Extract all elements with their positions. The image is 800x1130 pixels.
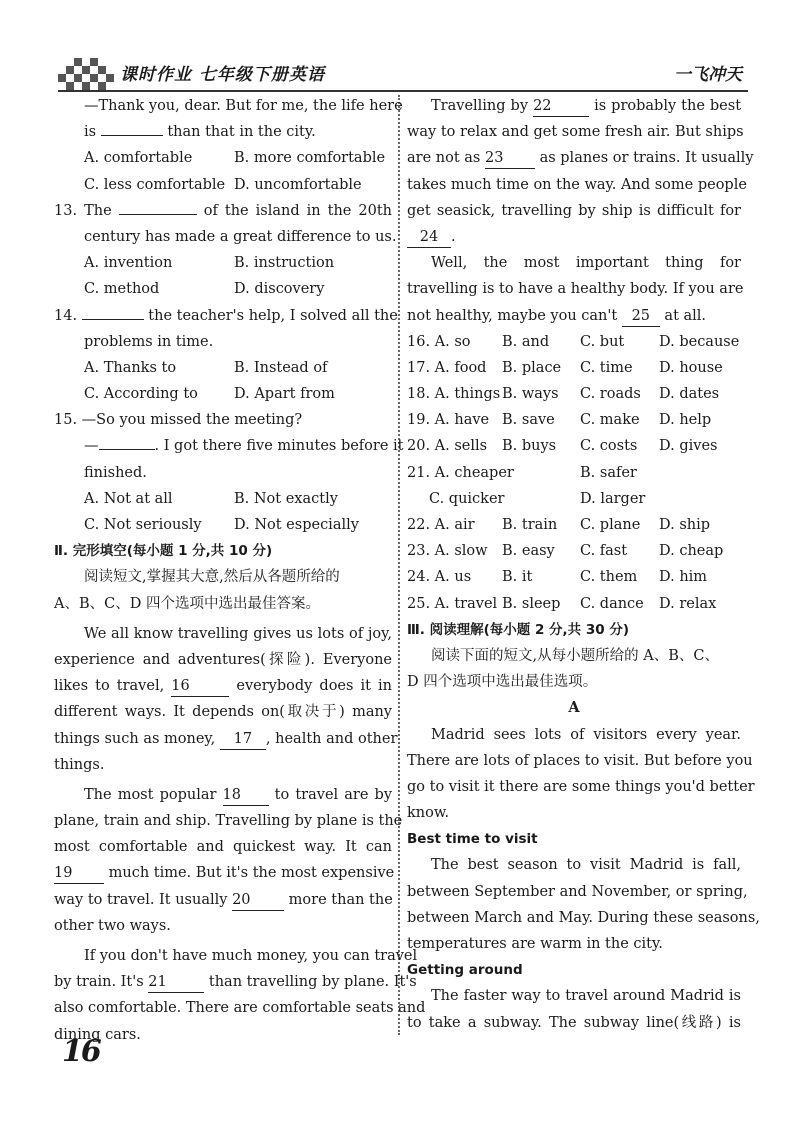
header-rule [58, 90, 748, 92]
option: C. According to [84, 386, 198, 403]
passage-line: The most popular 18 to travel are by [54, 782, 392, 808]
passage-line: dining cars. [54, 1026, 141, 1043]
option: D. Apart from [234, 386, 335, 403]
header-brand: 一飞冲天 [674, 65, 742, 85]
option: B. more comfortable [234, 150, 386, 167]
blank-22: 22 [533, 96, 589, 117]
passage-line: get seasick, travelling by ship is difficult for [407, 202, 741, 219]
answer-blank [82, 319, 144, 320]
choice-row: 20. A. sells B. buys C. costs D. gives [407, 438, 718, 455]
page-number: 16 [62, 1034, 100, 1069]
passage-line: temperatures are warm in the city. [407, 936, 663, 952]
blank-25: 25 [622, 306, 660, 327]
blank-18: 18 [223, 785, 269, 806]
passage-line: plane, train and ship. Travelling by plane is the [54, 813, 403, 830]
passage-line: experience and adventures(探险). Everyone [54, 651, 392, 668]
q15-line: 15. —So you missed the meeting? [54, 412, 303, 429]
choice-row: 22. A. air B. train C. plane D. ship [407, 517, 711, 533]
answer-blank [119, 214, 197, 215]
passage-line: different ways. It depends on(取决于) many [54, 704, 392, 721]
option: C. Not seriously [84, 517, 202, 533]
option: C. less comfortable [84, 176, 226, 193]
choice-row: 18. A. things B. ways C. roads D. dates [407, 386, 720, 403]
subheading-getting-around: Getting around [407, 962, 523, 979]
q12-options [54, 172, 392, 198]
header-title: 课时作业 七年级下册英语 [120, 65, 325, 85]
passage-label: A [568, 699, 580, 717]
page-header [58, 52, 748, 92]
column-divider [398, 95, 400, 1035]
blank-17: 17 [220, 729, 266, 750]
option: C. method [84, 281, 160, 298]
passage-line: know. [407, 805, 450, 822]
passage-line: There are lots of places to visit. But before you [407, 752, 753, 769]
passage-line: other two ways. [54, 917, 171, 934]
q13-line: century has made a great difference to us. [84, 228, 397, 245]
q12-line: is than that in the city. [84, 124, 316, 141]
blank-24: 24 [407, 227, 451, 248]
choice-row: 23. A. slow B. easy C. fast D. cheap [407, 543, 724, 560]
passage-line: things. [54, 756, 105, 773]
section-3-instruction: D 四个选项中选出最佳选项。 [407, 674, 598, 691]
q14-options [54, 355, 392, 381]
option: D. discovery [234, 281, 325, 298]
q13-options [54, 250, 392, 276]
q12-options [54, 145, 392, 171]
passage-line: most comfortable and quickest way. It can [54, 839, 392, 856]
choice-row: 17. A. food B. place C. time D. house [407, 359, 723, 376]
option: B. Instead of [234, 359, 328, 376]
option: D. uncomfortable [234, 176, 362, 193]
choice-row: C. quicker D. larger [429, 490, 646, 507]
passage-line: likes to travel, 16 everybody does it in [54, 673, 392, 699]
q15-line: — . I got there five minutes before it [84, 438, 404, 455]
option: A. Not at all [84, 490, 173, 507]
passage-line: travelling is to have a healthy body. If you are [407, 281, 744, 298]
q15-line: finished. [84, 464, 147, 481]
option: A. Thanks to [84, 359, 177, 376]
passage-line: by train. It's 21 than travelling by plane. It's [54, 969, 392, 995]
blank-23: 23 [485, 148, 535, 169]
q12-line: —Thank you, dear. But for me, the life here [84, 98, 403, 114]
q14-options [54, 381, 392, 407]
passage-line: to take a subway. The subway line(线路) is [407, 1014, 741, 1031]
section-2-instruction: A、B、C、D 四个选项中选出最佳答案。 [54, 595, 320, 612]
section-2-title: Ⅱ. 完形填空(每小题 1 分,共 10 分) [54, 543, 273, 560]
subheading-best-time: Best time to visit [407, 831, 538, 848]
answer-blank [99, 449, 155, 450]
passage-line: way to travel. It usually 20 more than the [54, 887, 392, 913]
q13-options [54, 276, 392, 302]
passage-line: 24 . [407, 224, 741, 250]
q14-line: problems in time. [84, 333, 214, 350]
passage-line: are not as 23 as planes or trains. It usually [407, 145, 741, 171]
option: D. Not especially [234, 517, 359, 533]
passage-line: The best season to visit Madrid is fall, [431, 857, 741, 874]
blank-19: 19 [54, 863, 104, 884]
passage-line: takes much time on the way. And some people [407, 176, 747, 193]
passage-line: between March and May. During these seasons, [407, 909, 760, 926]
passage-line: Travelling by 22 is probably the best [407, 93, 741, 119]
passage-line: If you don't have much money, you can travel [84, 948, 418, 964]
passage-line: way to relax and get some fresh air. But ships [407, 124, 744, 141]
passage-line: not healthy, maybe you can't 25 at all. [407, 303, 741, 329]
right-column [407, 93, 760, 1036]
passage-line: 19 much time. But it's the most expensive [54, 860, 392, 886]
passage-line: The faster way to travel around Madrid is [431, 988, 741, 1005]
q15-options [54, 512, 392, 538]
passage-line: We all know travelling gives us lots of joy, [84, 625, 392, 642]
q15-options [54, 486, 392, 512]
passage-line: between September and November, or spring, [407, 883, 748, 900]
choice-row: 21. A. cheaper B. safer [407, 464, 637, 481]
option: B. Not exactly [234, 490, 338, 507]
choice-row: 16. A. so B. and C. but D. because [407, 333, 740, 350]
option: B. instruction [234, 255, 335, 272]
choice-row: 25. A. travel B. sleep C. dance D. relax [407, 595, 717, 612]
blank-16: 16 [171, 676, 229, 697]
left-column [54, 93, 426, 1048]
q14-line: 14. the teacher's help, I solved all the [54, 307, 398, 324]
passage-line: Madrid sees lots of visitors every year. [431, 726, 741, 743]
option: A. comfortable [84, 150, 193, 167]
option: A. invention [84, 255, 173, 272]
q13-line: 13. The of the island in the 20th [54, 202, 393, 219]
passage-line: go to visit it there are some things you'd better [407, 778, 755, 795]
passage-line: Well, the most important thing for [431, 255, 741, 272]
answer-blank [101, 135, 163, 136]
passage-line: also comfortable. There are comfortable seats and [54, 1000, 426, 1017]
blank-20: 20 [232, 890, 284, 911]
checker-logo-icon [58, 58, 116, 90]
section-3-title: Ⅲ. 阅读理解(每小题 2 分,共 30 分) [407, 621, 630, 638]
choice-row: 19. A. have B. save C. make D. help [407, 412, 712, 429]
section-3-instruction: 阅读下面的短文,从每小题所给的 A、B、C、 [431, 647, 719, 664]
choice-row: 24. A. us B. it C. them D. him [407, 569, 708, 586]
passage-line: things such as money, 17 , health and other [54, 726, 392, 752]
blank-21: 21 [148, 972, 204, 993]
section-2-instruction: 阅读短文,掌握其大意,然后从各题所给的 [84, 569, 340, 586]
